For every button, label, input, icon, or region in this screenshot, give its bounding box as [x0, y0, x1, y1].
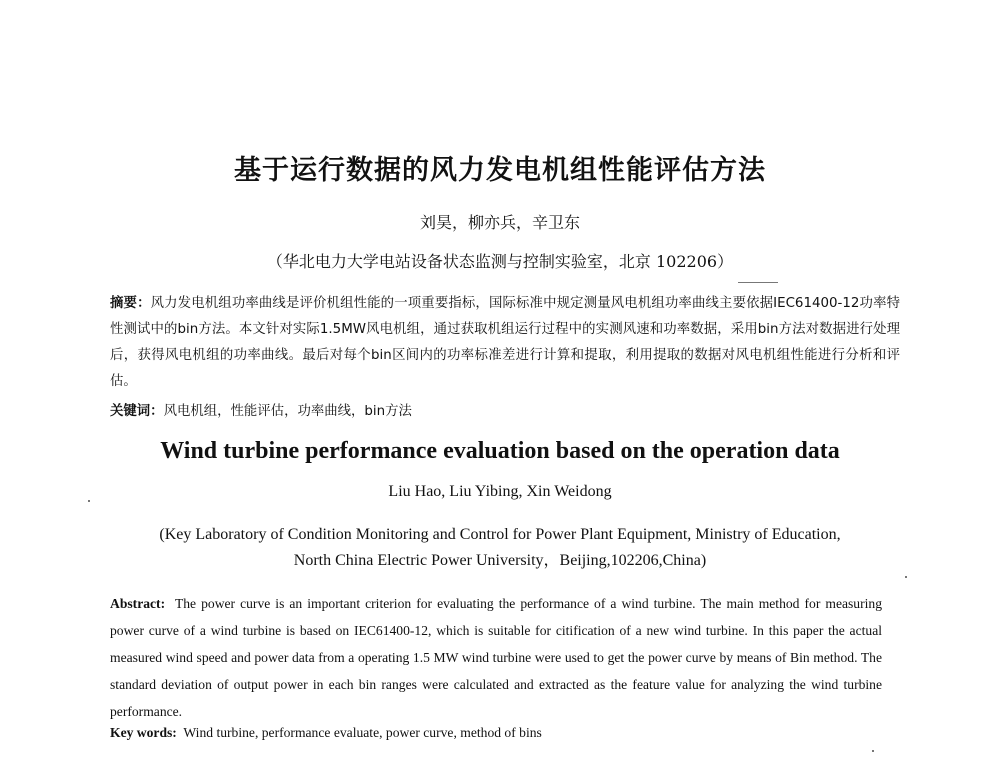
- chinese-authors: 刘昊，柳亦兵，辛卫东: [419, 213, 580, 232]
- english-affiliation-line1: (Key Laboratory of Condition Monitoring and Control for Power Plant Equipment, Ministry of Education,: [159, 526, 841, 543]
- scan-speck: [738, 282, 778, 283]
- scan-speck: [872, 750, 874, 752]
- english-abstract-label: Abstract:: [110, 596, 166, 611]
- english-authors: Liu Hao, Liu Yibing, Xin Weidong: [388, 483, 612, 500]
- english-keywords: [110, 725, 890, 741]
- chinese-abstract-label: 摘要：: [110, 296, 151, 311]
- chinese-keywords-text: 风电机组，性能评估，功率曲线，bin方法: [163, 404, 412, 419]
- english-title: Wind turbine performance evaluation based on the operation data: [160, 438, 840, 464]
- scan-speck: [88, 500, 90, 502]
- english-keywords-label: Key words:: [110, 725, 177, 740]
- chinese-keywords-label: 关键词：: [110, 404, 164, 419]
- english-abstract-text: The power curve is an important criterion for evaluating the performance of a wind turbine. The main method for measuring power curve of a wind turbine is based on IEC61400-12, which is suitable for citification of a new wind turbine. In this paper the actual measured wind speed and power data from a operating 1.5 MW wind turbine were used to get the power curve by means of Bin method. The standard deviation of output power in each bin ranges were calculated and extracted as the feature value for analyzing the wind turbine performance.: [110, 596, 882, 719]
- chinese-affiliation: （华北电力大学电站设备状态监测与控制实验室，北京 102206）: [266, 252, 734, 271]
- chinese-abstract-text: 风力发电机组功率曲线是评价机组性能的一项重要指标，国际标准中规定测量风电机组功率曲线主要依据IEC61400-12功率特性测试中的bin方法。本文针对实际1.5MW风电机组，通过获取机组运行过程中的实测风速和功率数据，采用bin方法对数据进行处理后，获得风电机组的功率曲线。最后对每个bin区间内的功率标准差进行计算和提取，利用提取的数据对风电机组性能进行分析和评估。: [110, 296, 900, 389]
- chinese-abstract: [110, 291, 900, 395]
- english-affiliation: [0, 522, 1000, 574]
- chinese-title: 基于运行数据的风力发电机组性能评估方法: [234, 155, 766, 186]
- english-affiliation-line2: North China Electric Power University，Beijing,102206,China): [293, 552, 707, 569]
- chinese-keywords: [110, 400, 900, 419]
- english-keywords-text: Wind turbine, performance evaluate, power curve, method of bins: [183, 725, 542, 740]
- english-abstract: [110, 590, 882, 725]
- scan-speck: [905, 576, 907, 578]
